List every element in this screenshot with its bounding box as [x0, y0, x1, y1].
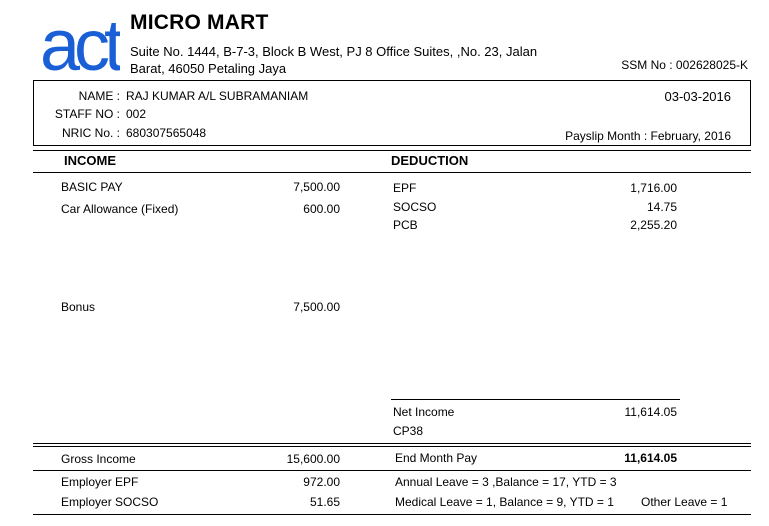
net-income-amount: 11,614.05: [624, 405, 677, 419]
payslip-date: 03-03-2016: [664, 89, 731, 104]
header-bottom-rule: [33, 172, 751, 173]
staff-no-label: STAFF NO :: [54, 107, 120, 121]
employer-socso-label: Employer SOCSO: [61, 495, 159, 509]
summary-top-rule: [33, 443, 751, 444]
net-income-rule: [391, 399, 680, 400]
summary-top-rule-double: [33, 446, 751, 447]
employer-epf-label: Employer EPF: [61, 475, 139, 489]
company-name: MICRO MART: [130, 11, 269, 34]
deduction-header: DEDUCTION: [391, 153, 469, 168]
net-income-label: Net Income: [393, 405, 455, 419]
nric-number: 680307565048: [126, 126, 207, 140]
company-address-line2: Barat, 46050 Petaling Jaya: [130, 61, 287, 76]
deduction-item-label: SOCSO: [393, 200, 437, 214]
logo-text: act: [40, 12, 119, 76]
annual-leave: Annual Leave = 3 ,Balance = 17, YTD = 3: [395, 475, 617, 489]
other-leave: Other Leave = 1: [641, 495, 728, 509]
summary-mid-rule: [33, 470, 751, 471]
cp38-label: CP38: [393, 424, 424, 438]
employer-socso-amount: 51.65: [309, 495, 340, 509]
employer-epf-amount: 972.00: [303, 475, 340, 489]
income-item-label: BASIC PAY: [61, 180, 123, 194]
gross-income-amount: 15,600.00: [286, 452, 340, 466]
deduction-item-amount: 14.75: [646, 200, 677, 214]
income-item-amount: 7,500.00: [293, 180, 340, 194]
name-label: NAME :: [78, 89, 120, 103]
staff-no: 002: [126, 107, 147, 121]
company-address-line1: Suite No. 1444, B-7-3, Block B West, PJ 8 Office Suites, ,No. 23, Jalan: [130, 44, 538, 59]
deduction-item-amount: 2,255.20: [630, 218, 677, 232]
deduction-item-label: PCB: [393, 218, 418, 232]
deduction-item-label: EPF: [393, 181, 417, 195]
gross-income-label: Gross Income: [61, 452, 136, 466]
income-item-label: Car Allowance (Fixed): [61, 202, 179, 216]
medical-leave: Medical Leave = 1, Balance = 9, YTD = 1: [395, 495, 614, 509]
end-month-pay-label: End Month Pay: [395, 451, 478, 465]
employee-name: RAJ KUMAR A/L SUBRAMANIAM: [126, 89, 309, 103]
summary-bottom-rule: [33, 514, 751, 515]
header-top-rule: [33, 150, 751, 151]
income-header: INCOME: [64, 153, 116, 168]
nric-label: NRIC No. :: [61, 126, 120, 140]
income-item-amount: 7,500.00: [293, 300, 340, 314]
income-item-label: Bonus: [61, 300, 96, 314]
deduction-item-amount: 1,716.00: [630, 181, 677, 195]
income-item-amount: 600.00: [303, 202, 340, 216]
company-logo: [40, 12, 120, 76]
end-month-pay-amount: 11,614.05: [624, 451, 677, 465]
payslip-month: Payslip Month : February, 2016: [565, 129, 731, 143]
ssm-number: SSM No : 002628025-K: [621, 58, 748, 72]
